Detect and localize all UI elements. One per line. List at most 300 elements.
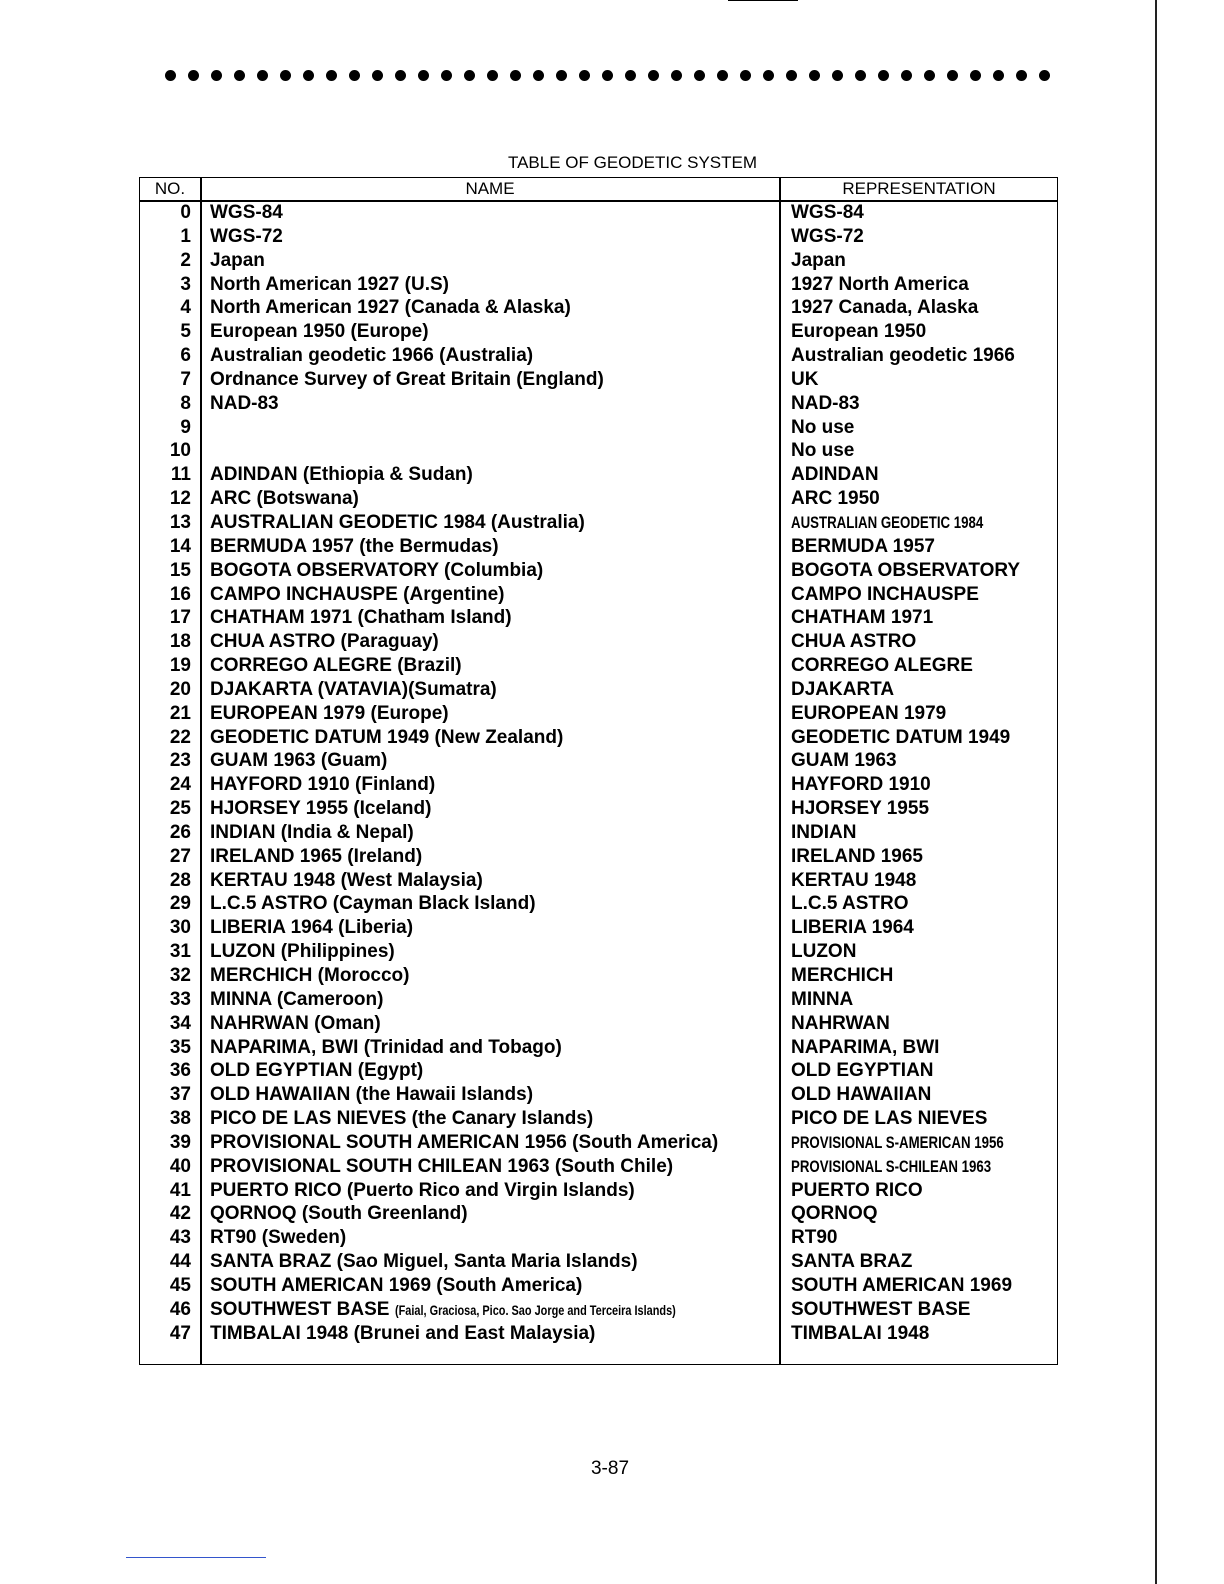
cell-no: 8 — [180, 392, 191, 414]
cell-representation — [791, 869, 1055, 893]
table-row — [140, 988, 1057, 1012]
cell-name-text: DJAKARTA (VATAVIA)(Sumatra) — [210, 678, 497, 700]
bullet-dot — [257, 70, 268, 81]
cell-representation-text: CAMPO INCHAUSPE — [791, 583, 979, 605]
cell-name — [210, 1036, 778, 1060]
bullet-dot — [533, 70, 544, 81]
bullet-dot — [1039, 70, 1050, 81]
cell-representation-text: ADINDAN — [791, 464, 879, 486]
bullet-dot — [579, 70, 590, 81]
bullet-dot — [763, 70, 774, 81]
cell-representation — [791, 201, 1055, 225]
table-row — [140, 702, 1057, 726]
cell-name-text: CHUA ASTRO (Paraguay) — [210, 631, 439, 653]
table-caption: TABLE OF GEODETIC SYSTEM — [507, 153, 758, 172]
bullet-dot — [188, 70, 199, 81]
table-row — [140, 1131, 1057, 1155]
bullet-dot — [855, 70, 866, 81]
cell-no: 33 — [169, 988, 191, 1010]
cell-no: 17 — [169, 607, 191, 629]
bullet-dot — [441, 70, 452, 81]
cell-representation — [791, 344, 1055, 368]
cell-name — [210, 320, 778, 344]
table-row — [140, 344, 1057, 368]
cell-name — [210, 392, 778, 416]
table-row — [140, 1107, 1057, 1131]
cell-no: 18 — [169, 631, 191, 653]
cell-name — [210, 487, 778, 511]
bullet-dot — [165, 70, 176, 81]
table-row — [140, 1012, 1057, 1036]
cell-no: 23 — [169, 750, 191, 772]
bullet-dot — [349, 70, 360, 81]
table-row — [140, 678, 1057, 702]
cell-representation-text: WGS-72 — [791, 225, 864, 247]
table-row — [140, 1179, 1057, 1203]
cell-representation-text: SOUTH AMERICAN 1969 — [791, 1274, 1013, 1296]
cell-no: 46 — [169, 1298, 191, 1320]
cell-representation — [791, 845, 1055, 869]
bullet-dot — [648, 70, 659, 81]
cell-name — [210, 654, 778, 678]
cell-name — [210, 869, 778, 893]
cell-name-text: ADINDAN (Ethiopia & Sudan) — [210, 464, 473, 486]
cell-name-text: SOUTHWEST BASE — [210, 1298, 390, 1320]
cell-name — [210, 678, 778, 702]
cell-name — [210, 1107, 778, 1131]
cell-representation — [791, 940, 1055, 964]
page-number: 3-87 — [590, 1458, 630, 1479]
cell-representation-text: OLD EGYPTIAN — [791, 1060, 934, 1082]
cell-representation-text: MERCHICH — [791, 965, 894, 986]
cell-name-suffix: (Faial, Graciosa, Pico. Sao Jorge and Terceira Islands) — [394, 1301, 676, 1318]
table-row — [140, 511, 1057, 535]
table-row — [140, 892, 1057, 916]
cell-representation — [791, 749, 1055, 773]
cell-name-text: TIMBALAI 1948 (Brunei and East Malaysia) — [210, 1322, 596, 1344]
table-row — [140, 606, 1057, 630]
cell-no: 34 — [169, 1012, 191, 1034]
cell-representation-text: BERMUDA 1957 — [791, 535, 935, 557]
cell-no: 41 — [169, 1179, 191, 1201]
cell-name-text: PUERTO RICO (Puerto Rico and Virgin Islands) — [210, 1179, 635, 1201]
table-row — [140, 1322, 1057, 1346]
cell-name — [210, 1012, 778, 1036]
cell-representation — [791, 416, 1055, 440]
cell-name-text: PROVISIONAL SOUTH AMERICAN 1956 (South America) — [210, 1131, 719, 1153]
cell-representation — [791, 892, 1055, 916]
cell-name — [210, 964, 778, 988]
cell-representation — [791, 511, 1055, 535]
table-row — [140, 1202, 1057, 1226]
table-row — [140, 940, 1057, 964]
cell-no: 39 — [169, 1131, 191, 1153]
cell-name-text: OLD HAWAIIAN (the Hawaii Islands) — [210, 1084, 534, 1106]
cell-representation — [791, 583, 1055, 607]
bullet-dot — [947, 70, 958, 81]
cell-name — [210, 296, 778, 320]
cell-name-text: MINNA (Cameroon) — [210, 988, 384, 1010]
cell-name — [210, 344, 778, 368]
cell-representation-text: CHUA ASTRO — [791, 631, 917, 653]
cell-name-text: GUAM 1963 (Guam) — [210, 750, 388, 772]
bullet-dot — [993, 70, 1004, 81]
table-row — [140, 368, 1057, 392]
geodetic-table — [139, 177, 1058, 1365]
cell-representation — [791, 487, 1055, 511]
table-row — [140, 630, 1057, 654]
cell-name-text: AUSTRALIAN GEODETIC 1984 (Australia) — [210, 511, 585, 533]
table-row — [140, 559, 1057, 583]
cell-representation — [791, 1059, 1055, 1083]
cell-name-text: MERCHICH (Morocco) — [210, 965, 410, 986]
cell-no: 30 — [169, 917, 191, 939]
cell-representation — [791, 606, 1055, 630]
bullet-dot — [809, 70, 820, 81]
bullet-dot — [602, 70, 613, 81]
bullet-dot — [832, 70, 843, 81]
dot-border — [165, 68, 1050, 82]
cell-representation-text: PICO DE LAS NIEVES — [791, 1108, 988, 1130]
cell-no: 38 — [169, 1108, 191, 1130]
bullet-dot — [740, 70, 751, 81]
cell-representation — [791, 225, 1055, 249]
cell-name-text: LIBERIA 1964 (Liberia) — [210, 917, 414, 939]
table-row — [140, 201, 1057, 225]
cell-no: 20 — [169, 678, 191, 700]
cell-no: 37 — [169, 1084, 191, 1106]
cell-representation-text: INDIAN — [791, 821, 857, 843]
cell-representation-text: MINNA — [791, 988, 854, 1010]
cell-representation — [791, 1179, 1055, 1203]
cell-name — [210, 1155, 778, 1179]
cell-no: 43 — [169, 1227, 191, 1249]
cell-name-text: QORNOQ (South Greenland) — [210, 1203, 468, 1225]
cell-representation-text: 1927 North America — [791, 273, 969, 295]
cell-no: 45 — [169, 1274, 191, 1296]
cell-name-text: NAD-83 — [210, 392, 279, 414]
cell-representation — [791, 1036, 1055, 1060]
bullet-dot — [901, 70, 912, 81]
cell-no: 44 — [169, 1251, 191, 1273]
table-row — [140, 583, 1057, 607]
page-edge — [1155, 0, 1157, 1584]
table-row — [140, 1274, 1057, 1298]
cell-representation-text: SOUTHWEST BASE — [791, 1298, 971, 1320]
cell-name — [210, 1226, 778, 1250]
cell-representation — [791, 726, 1055, 750]
bullet-dot — [280, 70, 291, 81]
cell-representation-text: PROVISIONAL S-AMERICAN 1956 — [791, 1132, 1004, 1152]
table-row — [140, 1226, 1057, 1250]
cell-representation-text: RT90 — [791, 1227, 838, 1249]
cell-no: 2 — [180, 249, 191, 271]
cell-representation — [791, 630, 1055, 654]
cell-name — [210, 463, 778, 487]
cell-no: 16 — [169, 583, 191, 605]
table-row — [140, 535, 1057, 559]
cell-name — [210, 583, 778, 607]
cell-representation — [791, 296, 1055, 320]
cell-representation-text: GUAM 1963 — [791, 750, 897, 772]
cell-name-text: EUROPEAN 1979 (Europe) — [210, 702, 449, 724]
table-body — [140, 201, 1057, 1346]
cell-name — [210, 1298, 778, 1323]
bullet-dot — [556, 70, 567, 81]
cell-representation — [791, 1131, 1055, 1155]
cell-no: 40 — [169, 1155, 191, 1177]
cell-name-text: HJORSEY 1955 (Iceland) — [210, 798, 432, 820]
table-row — [140, 225, 1057, 249]
cell-no: 42 — [169, 1203, 191, 1225]
cell-no: 0 — [180, 202, 191, 223]
cell-name-text: IRELAND 1965 (Ireland) — [210, 845, 423, 867]
cell-representation-text: 1927 Canada, Alaska — [791, 297, 979, 319]
bullet-dot — [671, 70, 682, 81]
table-row — [140, 1059, 1057, 1083]
cell-no: 13 — [169, 511, 191, 533]
cell-representation — [791, 368, 1055, 392]
bullet-dot — [372, 70, 383, 81]
cell-no: 11 — [170, 464, 191, 486]
table-row — [140, 845, 1057, 869]
bullet-dot — [924, 70, 935, 81]
cell-representation-text: CORREGO ALEGRE — [791, 655, 973, 677]
cell-no: 31 — [169, 941, 191, 963]
table-row — [140, 1155, 1057, 1179]
cell-representation-text: L.C.5 ASTRO — [791, 893, 909, 915]
bullet-dot — [211, 70, 222, 81]
table-row — [140, 654, 1057, 678]
cell-representation-text: PUERTO RICO — [791, 1179, 923, 1201]
cell-representation — [791, 773, 1055, 797]
cell-name — [210, 940, 778, 964]
cell-name — [210, 225, 778, 249]
cell-representation — [791, 964, 1055, 988]
cell-no: 6 — [180, 345, 191, 367]
cell-representation-text: LUZON — [791, 941, 857, 963]
cell-name — [210, 845, 778, 869]
cell-name — [210, 1250, 778, 1274]
cell-name-text: CORREGO ALEGRE (Brazil) — [210, 655, 462, 677]
header-representation: REPRESENTATION — [842, 179, 996, 198]
cell-representation-text: NAHRWAN — [791, 1012, 890, 1034]
bullet-dot — [487, 70, 498, 81]
cell-no: 7 — [180, 368, 191, 390]
cell-no: 14 — [169, 535, 191, 557]
cell-representation-text: IRELAND 1965 — [791, 845, 923, 867]
cell-representation — [791, 1226, 1055, 1250]
table-row — [140, 439, 1057, 463]
cell-no: 27 — [169, 845, 191, 867]
cell-representation — [791, 1298, 1055, 1322]
cell-representation — [791, 678, 1055, 702]
cell-representation — [791, 535, 1055, 559]
cell-name-text: SOUTH AMERICAN 1969 (South America) — [210, 1274, 583, 1296]
cell-name-text: L.C.5 ASTRO (Cayman Black Island) — [210, 893, 536, 915]
cell-no: 4 — [180, 297, 191, 319]
bullet-dot — [786, 70, 797, 81]
cell-representation-text: TIMBALAI 1948 — [791, 1322, 930, 1344]
bullet-dot — [234, 70, 245, 81]
cell-name-text: European 1950 (Europe) — [210, 321, 429, 343]
cell-representation — [791, 1083, 1055, 1107]
table-row — [140, 869, 1057, 893]
cell-representation — [791, 797, 1055, 821]
cell-representation-text: DJAKARTA — [791, 678, 895, 700]
cell-name — [210, 1131, 778, 1155]
cell-representation-text: GEODETIC DATUM 1949 — [791, 726, 1011, 748]
table-row — [140, 821, 1057, 845]
cell-name-text: North American 1927 (U.S) — [210, 273, 449, 295]
table-row — [140, 296, 1057, 320]
cell-no: 21 — [169, 702, 191, 724]
cell-name — [210, 201, 778, 225]
cell-no: 26 — [169, 821, 191, 843]
cell-representation-text: PROVISIONAL S-CHILEAN 1963 — [791, 1156, 992, 1176]
table-row — [140, 320, 1057, 344]
cell-representation-text: WGS-84 — [791, 202, 864, 223]
table-row — [140, 749, 1057, 773]
cell-no: 12 — [169, 488, 191, 510]
cell-representation — [791, 249, 1055, 273]
cell-name-text: CHATHAM 1971 (Chatham Island) — [210, 607, 512, 629]
cell-no: 35 — [169, 1036, 191, 1058]
cell-representation — [791, 1012, 1055, 1036]
header-no: NO. — [154, 179, 186, 198]
bullet-dot — [970, 70, 981, 81]
cell-name — [210, 1202, 778, 1226]
bullet-dot — [694, 70, 705, 81]
cell-representation-text: EUROPEAN 1979 — [791, 702, 947, 724]
cell-name — [210, 821, 778, 845]
bullet-dot — [464, 70, 475, 81]
cell-no: 28 — [169, 869, 191, 891]
cell-name — [210, 749, 778, 773]
cell-no: 25 — [169, 798, 191, 820]
cell-name-text: BERMUDA 1957 (the Bermudas) — [210, 535, 499, 557]
cell-representation — [791, 273, 1055, 297]
table-row — [140, 916, 1057, 940]
cell-representation-text: BOGOTA OBSERVATORY — [791, 559, 1021, 581]
cell-representation — [791, 1107, 1055, 1131]
cell-representation-text: CHATHAM 1971 — [791, 607, 934, 629]
cell-name — [210, 273, 778, 297]
cell-representation — [791, 654, 1055, 678]
cell-representation-text: Australian geodetic 1966 — [791, 345, 1015, 367]
cell-no: 47 — [169, 1322, 191, 1344]
cell-no: 29 — [169, 893, 191, 915]
cell-no: 10 — [169, 440, 191, 462]
cell-representation — [791, 439, 1055, 463]
cell-representation — [791, 702, 1055, 726]
cell-representation — [791, 988, 1055, 1012]
cell-name — [210, 726, 778, 750]
cell-name — [210, 368, 778, 392]
cell-name-text: PICO DE LAS NIEVES (the Canary Islands) — [210, 1108, 594, 1130]
cell-representation-text: European 1950 — [791, 321, 927, 343]
table-row — [140, 392, 1057, 416]
cell-name-text: LUZON (Philippines) — [210, 941, 395, 963]
cell-name — [210, 630, 778, 654]
cell-name-text: WGS-84 — [210, 202, 283, 223]
cell-name — [210, 1179, 778, 1203]
cell-name-text: NAHRWAN (Oman) — [210, 1012, 381, 1034]
cell-no: 22 — [169, 726, 191, 748]
cell-representation-text: LIBERIA 1964 — [791, 917, 914, 939]
cell-representation — [791, 1202, 1055, 1226]
cell-representation-text: UK — [791, 368, 819, 390]
cell-name — [210, 797, 778, 821]
cell-representation — [791, 821, 1055, 845]
cell-name — [210, 511, 778, 535]
cell-no: 5 — [180, 321, 191, 343]
cell-name — [210, 916, 778, 940]
cell-name-text: SANTA BRAZ (Sao Miguel, Santa Maria Islands) — [210, 1251, 638, 1273]
cell-name — [210, 535, 778, 559]
bullet-dot — [625, 70, 636, 81]
cell-name — [210, 892, 778, 916]
table-row — [140, 463, 1057, 487]
cell-representation-text: HJORSEY 1955 — [791, 798, 930, 820]
cell-no: 36 — [169, 1060, 191, 1082]
cell-representation-text: OLD HAWAIIAN — [791, 1084, 932, 1106]
table-row — [140, 1250, 1057, 1274]
cell-representation-text: ARC 1950 — [791, 488, 880, 510]
cell-name — [210, 606, 778, 630]
table-row — [140, 726, 1057, 750]
cell-representation-text: NAD-83 — [791, 392, 860, 414]
table-row — [140, 1298, 1057, 1322]
cell-name-text: Ordnance Survey of Great Britain (England) — [210, 368, 604, 390]
cell-no: 15 — [169, 559, 191, 581]
bullet-dot — [717, 70, 728, 81]
cell-name — [210, 1322, 778, 1346]
cell-name-text: North American 1927 (Canada & Alaska) — [210, 297, 571, 319]
table-row — [140, 1036, 1057, 1060]
cell-name-text: HAYFORD 1910 (Finland) — [210, 774, 436, 796]
cell-representation — [791, 559, 1055, 583]
cell-representation — [791, 916, 1055, 940]
bullet-dot — [510, 70, 521, 81]
header-name: NAME — [465, 179, 515, 198]
cell-no: 3 — [180, 273, 191, 295]
cell-name — [210, 1059, 778, 1083]
bullet-dot — [395, 70, 406, 81]
bullet-dot — [326, 70, 337, 81]
cell-name-text: ARC (Botswana) — [210, 488, 359, 510]
cell-representation-text: KERTAU 1948 — [791, 869, 917, 891]
cell-name-text: Japan — [210, 249, 265, 271]
cell-representation — [791, 1322, 1055, 1346]
cell-representation-text: HAYFORD 1910 — [791, 774, 931, 796]
cell-name-text: Australian geodetic 1966 (Australia) — [210, 345, 534, 367]
bullet-dot — [878, 70, 889, 81]
cell-name-text: BOGOTA OBSERVATORY (Columbia) — [210, 559, 544, 581]
cell-name-text: KERTAU 1948 (West Malaysia) — [210, 869, 483, 891]
cell-no: 19 — [169, 655, 191, 677]
table-row — [140, 773, 1057, 797]
cell-no: 24 — [169, 774, 191, 796]
cell-representation-text: NAPARIMA, BWI — [791, 1036, 940, 1058]
table-row — [140, 797, 1057, 821]
top-rule — [728, 0, 798, 1]
cell-name — [210, 1083, 778, 1107]
cell-representation-text: No use — [791, 416, 855, 438]
table-row — [140, 416, 1057, 440]
cell-name-text: RT90 (Sweden) — [210, 1227, 347, 1249]
cell-no: 9 — [180, 416, 191, 438]
